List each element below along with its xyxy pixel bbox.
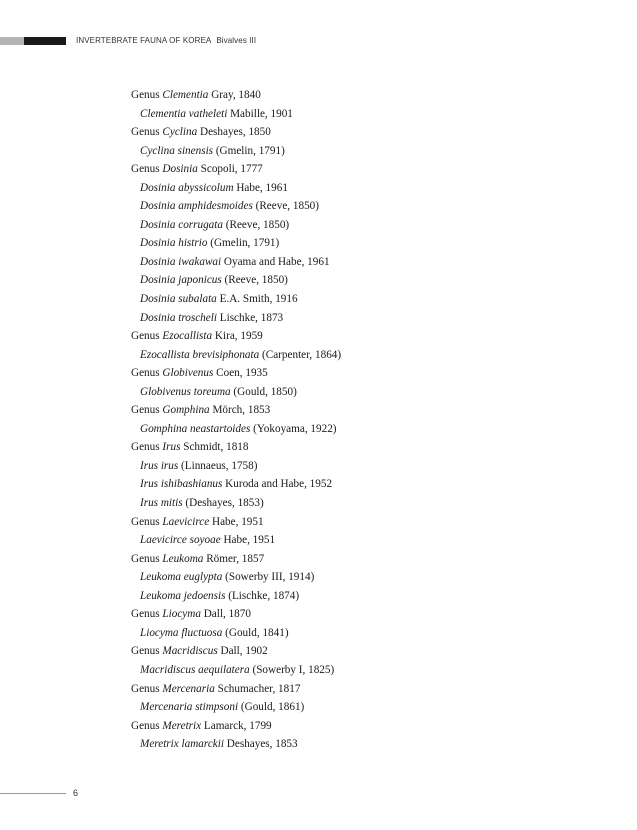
species-entry bbox=[131, 383, 341, 402]
genus-prefix: Genus bbox=[131, 330, 163, 343]
species-entry bbox=[131, 587, 341, 606]
genus-name: Macridiscus bbox=[162, 645, 218, 658]
species-entry bbox=[131, 346, 341, 365]
species-entry bbox=[131, 309, 341, 328]
genus-prefix: Genus bbox=[131, 552, 163, 565]
species-name: Dosinia troscheli bbox=[140, 311, 217, 324]
species-name: Laevicirce soyoae bbox=[140, 534, 221, 547]
species-entry bbox=[131, 271, 341, 290]
taxon-authority: Römer, 1857 bbox=[203, 552, 265, 565]
taxon-authority: Mörch, 1853 bbox=[209, 404, 271, 417]
species-entry bbox=[131, 494, 341, 513]
species-entry bbox=[131, 105, 341, 124]
species-entry bbox=[131, 624, 341, 643]
genus-name: Irus bbox=[162, 441, 181, 454]
genus-prefix: Genus bbox=[131, 89, 163, 101]
taxon-authority: (Reeve, 1850) bbox=[222, 218, 290, 231]
taxon-authority: (Linnaeus, 1758) bbox=[178, 459, 258, 472]
species-entry bbox=[131, 475, 341, 494]
genus-name: Leukoma bbox=[162, 552, 204, 565]
species-entry bbox=[131, 179, 341, 198]
taxon-authority: (Deshayes, 1853) bbox=[182, 497, 264, 510]
species-name: Dosinia corrugata bbox=[140, 218, 223, 231]
species-name: Dosinia subalata bbox=[140, 293, 217, 306]
genus-name: Mercenaria bbox=[162, 682, 215, 695]
taxa-list bbox=[131, 86, 341, 754]
species-name: Gomphina neastartoides bbox=[140, 422, 251, 435]
species-name: Cyclina sinensis bbox=[140, 144, 214, 157]
running-header-title: INVERTEBRATE FAUNA OF KOREA bbox=[76, 36, 212, 45]
running-header-subtitle: Bivalves III bbox=[216, 36, 257, 45]
taxon-authority: Mabille, 1901 bbox=[227, 107, 293, 120]
species-entry bbox=[131, 735, 341, 754]
taxon-authority: Habe, 1961 bbox=[233, 181, 288, 194]
species-entry bbox=[131, 531, 341, 550]
genus-entry bbox=[131, 364, 341, 383]
taxon-authority: Deshayes, 1850 bbox=[197, 126, 271, 139]
genus-entry bbox=[131, 680, 341, 699]
taxon-authority: (Reeve, 1850) bbox=[252, 200, 319, 213]
footer-rule bbox=[0, 793, 66, 794]
species-name: Dosinia abyssicolum bbox=[140, 181, 234, 194]
taxon-authority: (Sowerby III, 1914) bbox=[222, 571, 315, 584]
species-name: Leukoma euglypta bbox=[140, 571, 223, 584]
running-header bbox=[76, 36, 256, 45]
species-name: Macridiscus aequilatera bbox=[140, 663, 250, 676]
species-entry bbox=[131, 457, 341, 476]
genus-prefix: Genus bbox=[131, 608, 163, 621]
header-bar-light-segment bbox=[0, 37, 24, 45]
genus-prefix: Genus bbox=[131, 163, 163, 176]
taxon-authority: (Gould, 1850) bbox=[230, 385, 297, 398]
taxon-authority: (Carpenter, 1864) bbox=[259, 348, 342, 361]
species-name: Globivenus toreuma bbox=[140, 385, 231, 398]
genus-prefix: Genus bbox=[131, 682, 163, 695]
taxon-authority: (Gmelin, 1791) bbox=[207, 237, 280, 250]
taxon-authority: (Sowerby I, 1825) bbox=[249, 663, 335, 676]
taxon-authority: E.A. Smith, 1916 bbox=[216, 293, 298, 306]
page-number: 6 bbox=[73, 788, 79, 798]
species-name: Irus ishibashianus bbox=[140, 478, 223, 491]
taxon-authority: Lamarck, 1799 bbox=[201, 719, 272, 732]
genus-name: Clementia bbox=[162, 89, 209, 101]
taxon-authority: Coen, 1935 bbox=[213, 367, 268, 380]
species-entry bbox=[131, 661, 341, 680]
genus-prefix: Genus bbox=[131, 719, 163, 732]
genus-name: Meretrix bbox=[162, 719, 202, 732]
genus-prefix: Genus bbox=[131, 441, 163, 454]
taxon-authority: Dall, 1870 bbox=[200, 608, 251, 621]
species-entry bbox=[131, 568, 341, 587]
species-entry bbox=[131, 420, 341, 439]
taxon-authority: (Reeve, 1850) bbox=[221, 274, 288, 287]
species-name: Mercenaria stimpsoni bbox=[140, 701, 239, 714]
species-name: Clementia vatheleti bbox=[140, 107, 228, 120]
genus-entry bbox=[131, 605, 341, 624]
taxon-authority: Habe, 1951 bbox=[209, 515, 264, 528]
header-color-bar bbox=[0, 37, 66, 45]
genus-entry bbox=[131, 717, 341, 736]
taxon-authority: Oyama and Habe, 1961 bbox=[221, 255, 330, 268]
genus-name: Ezocallista bbox=[162, 330, 213, 343]
genus-name: Laevicirce bbox=[162, 515, 210, 528]
species-name: Dosinia amphidesmoides bbox=[140, 200, 253, 213]
genus-entry bbox=[131, 160, 341, 179]
taxon-authority: (Yokoyama, 1922) bbox=[250, 422, 337, 435]
species-entry bbox=[131, 216, 341, 235]
genus-entry bbox=[131, 401, 341, 420]
taxon-authority: (Lischke, 1874) bbox=[225, 589, 300, 602]
genus-entry bbox=[131, 86, 341, 105]
genus-name: Cyclina bbox=[162, 126, 198, 139]
header-bar-dark-segment bbox=[24, 37, 66, 45]
taxon-authority: Deshayes, 1853 bbox=[223, 738, 298, 751]
taxon-authority: Scopoli, 1777 bbox=[197, 163, 263, 176]
species-name: Irus irus bbox=[140, 459, 179, 472]
genus-name: Gomphina bbox=[162, 404, 210, 417]
taxon-authority: Gray, 1840 bbox=[208, 89, 261, 101]
species-entry bbox=[131, 234, 341, 253]
species-entry bbox=[131, 253, 341, 272]
genus-entry bbox=[131, 123, 341, 142]
taxon-authority: (Gould, 1861) bbox=[238, 701, 305, 714]
species-name: Dosinia japonicus bbox=[140, 274, 222, 287]
genus-entry bbox=[131, 438, 341, 457]
taxon-authority: Lischke, 1873 bbox=[216, 311, 284, 324]
species-entry bbox=[131, 197, 341, 216]
species-name: Irus mitis bbox=[140, 497, 183, 510]
species-name: Dosinia histrio bbox=[140, 237, 208, 250]
taxon-authority: Kira, 1959 bbox=[212, 330, 263, 343]
genus-name: Liocyma bbox=[162, 608, 201, 621]
species-name: Dosinia iwakawai bbox=[140, 255, 222, 268]
taxon-authority: Schumacher, 1817 bbox=[214, 682, 301, 695]
species-entry bbox=[131, 290, 341, 309]
species-entry bbox=[131, 698, 341, 717]
genus-prefix: Genus bbox=[131, 515, 163, 528]
species-name: Meretrix lamarckii bbox=[140, 738, 224, 751]
genus-prefix: Genus bbox=[131, 404, 163, 417]
taxon-authority: (Gmelin, 1791) bbox=[213, 144, 285, 157]
genus-entry bbox=[131, 550, 341, 569]
genus-entry bbox=[131, 327, 341, 346]
genus-prefix: Genus bbox=[131, 367, 163, 380]
species-name: Leukoma jedoensis bbox=[140, 589, 226, 602]
species-entry bbox=[131, 142, 341, 161]
taxon-authority: Schmidt, 1818 bbox=[180, 441, 249, 454]
genus-entry bbox=[131, 642, 341, 661]
species-name: Liocyma fluctuosa bbox=[140, 626, 223, 639]
taxon-authority: Dall, 1902 bbox=[217, 645, 268, 658]
taxon-authority: (Gould, 1841) bbox=[222, 626, 289, 639]
genus-prefix: Genus bbox=[131, 126, 163, 139]
genus-name: Dosinia bbox=[162, 163, 198, 176]
genus-prefix: Genus bbox=[131, 645, 163, 658]
genus-entry bbox=[131, 513, 341, 532]
species-name: Ezocallista brevisiphonata bbox=[140, 348, 260, 361]
taxon-authority: Kuroda and Habe, 1952 bbox=[222, 478, 333, 491]
taxon-authority: Habe, 1951 bbox=[220, 534, 276, 547]
genus-name: Globivenus bbox=[162, 367, 214, 380]
